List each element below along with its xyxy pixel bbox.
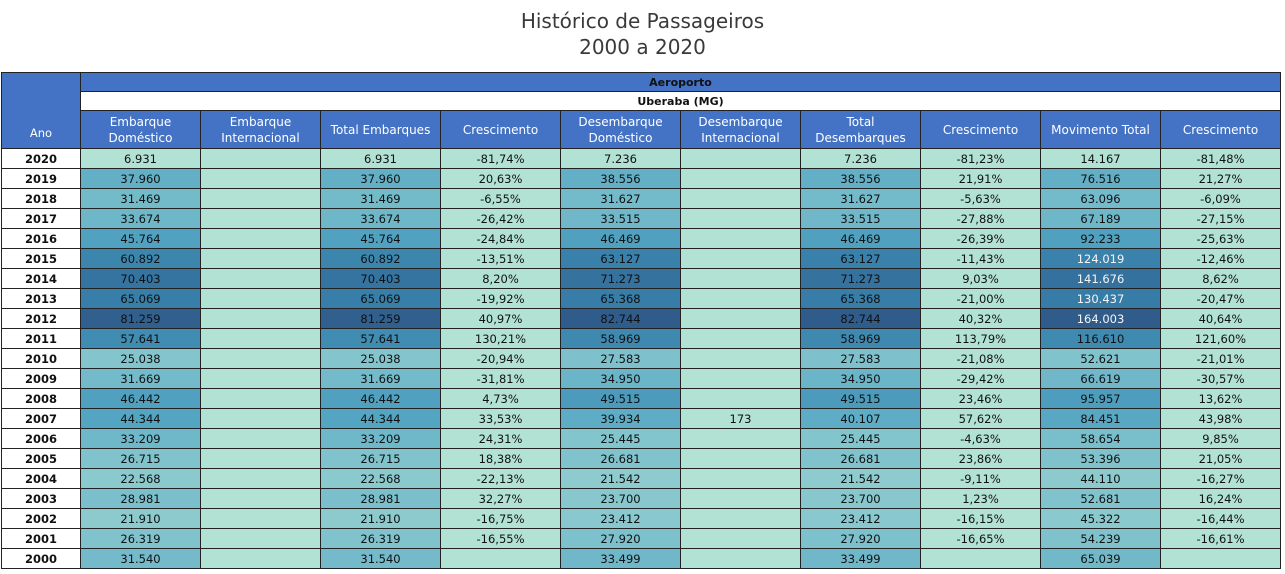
year-cell: 2009 xyxy=(2,369,81,389)
table-cell: 23.700 xyxy=(561,489,681,509)
year-cell: 2016 xyxy=(2,229,81,249)
table-cell: 31.540 xyxy=(81,549,201,569)
table-cell: -21,00% xyxy=(921,289,1041,309)
table-row xyxy=(2,269,1281,289)
header-ano: Ano xyxy=(2,73,81,149)
table-row xyxy=(2,349,1281,369)
table-cell: -26,39% xyxy=(921,229,1041,249)
table-row xyxy=(2,309,1281,329)
table-cell: -30,57% xyxy=(1161,369,1281,389)
table-cell: 31.540 xyxy=(321,549,441,569)
table-cell: 25.445 xyxy=(801,429,921,449)
table-cell xyxy=(201,409,321,429)
table-cell xyxy=(201,209,321,229)
column-header xyxy=(81,111,201,149)
table-cell: -29,42% xyxy=(921,369,1041,389)
table-row xyxy=(2,549,1281,569)
table-cell: 18,38% xyxy=(441,449,561,469)
table-cell: 43,98% xyxy=(1161,409,1281,429)
table-cell: -81,23% xyxy=(921,149,1041,169)
column-header xyxy=(441,111,561,149)
table-cell: 23,46% xyxy=(921,389,1041,409)
table-cell: -16,27% xyxy=(1161,469,1281,489)
year-cell: 2012 xyxy=(2,309,81,329)
table-cell: 46.442 xyxy=(321,389,441,409)
table-cell xyxy=(681,149,801,169)
table-cell: 58.654 xyxy=(1041,429,1161,449)
table-cell: 70.403 xyxy=(81,269,201,289)
table-cell: 58.969 xyxy=(801,329,921,349)
table-cell: 63.127 xyxy=(801,249,921,269)
table-cell xyxy=(681,389,801,409)
table-cell: 26.715 xyxy=(321,449,441,469)
table-row xyxy=(2,149,1281,169)
table-cell xyxy=(681,529,801,549)
column-header-line: Movimento Total xyxy=(1051,122,1150,137)
year-cell: 2002 xyxy=(2,509,81,529)
table-cell: 26.319 xyxy=(81,529,201,549)
table-cell xyxy=(681,249,801,269)
table-cell: 164.003 xyxy=(1041,309,1161,329)
table-cell: 40,64% xyxy=(1161,309,1281,329)
table-cell: -6,09% xyxy=(1161,189,1281,209)
table-cell: -21,01% xyxy=(1161,349,1281,369)
table-cell: 33,53% xyxy=(441,409,561,429)
table-cell: 23,86% xyxy=(921,449,1041,469)
table-row xyxy=(2,369,1281,389)
table-cell: 44.110 xyxy=(1041,469,1161,489)
year-cell: 2019 xyxy=(2,169,81,189)
table-cell xyxy=(201,149,321,169)
year-cell: 2015 xyxy=(2,249,81,269)
table-cell: 25.038 xyxy=(321,349,441,369)
table-cell: 70.403 xyxy=(321,269,441,289)
table-cell: 33.674 xyxy=(81,209,201,229)
year-cell: 2006 xyxy=(2,429,81,449)
year-cell: 2017 xyxy=(2,209,81,229)
table-cell: 57.641 xyxy=(321,329,441,349)
table-cell: 46.469 xyxy=(801,229,921,249)
table-cell: 4,73% xyxy=(441,389,561,409)
table-cell: 22.568 xyxy=(321,469,441,489)
column-header xyxy=(921,111,1041,149)
table-cell: 27.920 xyxy=(561,529,681,549)
table-cell xyxy=(681,229,801,249)
table-cell: 16,24% xyxy=(1161,489,1281,509)
column-header xyxy=(681,111,801,149)
table-cell: 31.469 xyxy=(81,189,201,209)
table-cell xyxy=(201,249,321,269)
table-cell: 22.568 xyxy=(81,469,201,489)
table-cell: -16,44% xyxy=(1161,509,1281,529)
table-cell: 65.368 xyxy=(801,289,921,309)
table-cell: 45.322 xyxy=(1041,509,1161,529)
table-cell: 25.445 xyxy=(561,429,681,449)
table-cell: 8,20% xyxy=(441,269,561,289)
column-header-line: Total Desembarques xyxy=(815,114,906,145)
column-header-line: Desembarque xyxy=(698,114,783,129)
header-airport-name: Uberaba (MG) xyxy=(81,92,1281,111)
table-cell xyxy=(1161,549,1281,569)
column-header xyxy=(1161,111,1281,149)
table-cell: 46.442 xyxy=(81,389,201,409)
table-row xyxy=(2,189,1281,209)
year-cell: 2018 xyxy=(2,189,81,209)
table-cell: 53.396 xyxy=(1041,449,1161,469)
table-row xyxy=(2,489,1281,509)
table-cell xyxy=(201,469,321,489)
table-cell: 33.499 xyxy=(561,549,681,569)
table-cell: 38.556 xyxy=(801,169,921,189)
table-cell: 46.469 xyxy=(561,229,681,249)
year-cell: 2004 xyxy=(2,469,81,489)
table-cell: 21.542 xyxy=(801,469,921,489)
table-cell: 21.910 xyxy=(321,509,441,529)
table-cell: 21,27% xyxy=(1161,169,1281,189)
column-header-line: Crescimento xyxy=(942,122,1019,137)
table-cell: -6,55% xyxy=(441,189,561,209)
column-header-line: Total Embarques xyxy=(330,122,431,137)
table-cell: 37.960 xyxy=(321,169,441,189)
table-row xyxy=(2,209,1281,229)
table-cell: 67.189 xyxy=(1041,209,1161,229)
table-cell xyxy=(681,349,801,369)
table-cell xyxy=(201,449,321,469)
table-row xyxy=(2,389,1281,409)
table-cell: 49.515 xyxy=(801,389,921,409)
table-cell: 27.583 xyxy=(561,349,681,369)
table-cell: 24,31% xyxy=(441,429,561,449)
table-cell: 20,63% xyxy=(441,169,561,189)
table-cell: 26.681 xyxy=(801,449,921,469)
table-cell: 7.236 xyxy=(561,149,681,169)
year-cell: 2008 xyxy=(2,389,81,409)
year-cell: 2020 xyxy=(2,149,81,169)
table-cell: 31.627 xyxy=(801,189,921,209)
table-cell: 58.969 xyxy=(561,329,681,349)
table-cell: -4,63% xyxy=(921,429,1041,449)
column-header xyxy=(801,111,921,149)
column-header-line: Crescimento xyxy=(1182,122,1259,137)
table-cell: 57.641 xyxy=(81,329,201,349)
table-cell: 26.715 xyxy=(81,449,201,469)
column-header-line: Internacional xyxy=(221,130,300,145)
table-cell: 14.167 xyxy=(1041,149,1161,169)
table-cell: 76.516 xyxy=(1041,169,1161,189)
table-cell xyxy=(201,289,321,309)
table-cell: 26.681 xyxy=(561,449,681,469)
table-cell: 23.412 xyxy=(561,509,681,529)
table-cell: 40.107 xyxy=(801,409,921,429)
table-cell xyxy=(681,449,801,469)
table-cell xyxy=(201,489,321,509)
table-row xyxy=(2,449,1281,469)
table-cell xyxy=(681,549,801,569)
table-cell xyxy=(681,269,801,289)
table-cell: 21,05% xyxy=(1161,449,1281,469)
table-cell: 44.344 xyxy=(321,409,441,429)
table-cell: -16,75% xyxy=(441,509,561,529)
table-cell: -81,48% xyxy=(1161,149,1281,169)
table-row xyxy=(2,409,1281,429)
table-cell: 82.744 xyxy=(561,309,681,329)
column-header xyxy=(321,111,441,149)
table-cell: 63.127 xyxy=(561,249,681,269)
year-cell: 2013 xyxy=(2,289,81,309)
column-header-line: Desembarque xyxy=(578,114,663,129)
year-cell: 2001 xyxy=(2,529,81,549)
table-cell: 33.209 xyxy=(321,429,441,449)
table-cell xyxy=(201,229,321,249)
table-row xyxy=(2,469,1281,489)
report-title xyxy=(0,0,1285,60)
table-cell: 21.910 xyxy=(81,509,201,529)
table-cell xyxy=(201,549,321,569)
table-cell: 31.669 xyxy=(321,369,441,389)
table-cell: 31.627 xyxy=(561,189,681,209)
table-cell: 54.239 xyxy=(1041,529,1161,549)
column-header xyxy=(201,111,321,149)
table-cell: -22,13% xyxy=(441,469,561,489)
table-row xyxy=(2,249,1281,269)
table-cell xyxy=(201,309,321,329)
table-cell: -16,65% xyxy=(921,529,1041,549)
table-cell: 38.556 xyxy=(561,169,681,189)
table-cell: -81,74% xyxy=(441,149,561,169)
table-cell: -12,46% xyxy=(1161,249,1281,269)
table-cell: 65.039 xyxy=(1041,549,1161,569)
table-cell: 173 xyxy=(681,409,801,429)
table-cell xyxy=(201,529,321,549)
table-cell: 23.412 xyxy=(801,509,921,529)
table-cell: 113,79% xyxy=(921,329,1041,349)
table-cell: 95.957 xyxy=(1041,389,1161,409)
table-cell: 124.019 xyxy=(1041,249,1161,269)
table-row xyxy=(2,329,1281,349)
table-cell: -11,43% xyxy=(921,249,1041,269)
table-cell: 40,97% xyxy=(441,309,561,329)
table-cell xyxy=(441,549,561,569)
table-cell: 52.621 xyxy=(1041,349,1161,369)
table-cell: 49.515 xyxy=(561,389,681,409)
table-cell: 23.700 xyxy=(801,489,921,509)
table-row xyxy=(2,429,1281,449)
table-cell: 13,62% xyxy=(1161,389,1281,409)
column-header-line: Crescimento xyxy=(462,122,539,137)
table-cell: 40,32% xyxy=(921,309,1041,329)
table-cell: 26.319 xyxy=(321,529,441,549)
table-cell: 28.981 xyxy=(81,489,201,509)
year-cell: 2014 xyxy=(2,269,81,289)
table-cell: -24,84% xyxy=(441,229,561,249)
table-cell: 34.950 xyxy=(801,369,921,389)
table-cell: 63.096 xyxy=(1041,189,1161,209)
table-cell xyxy=(201,189,321,209)
table-cell: 65.069 xyxy=(81,289,201,309)
table-cell: 34.950 xyxy=(561,369,681,389)
table-cell: 32,27% xyxy=(441,489,561,509)
column-header xyxy=(1041,111,1161,149)
table-cell: 121,60% xyxy=(1161,329,1281,349)
table-cell: 33.674 xyxy=(321,209,441,229)
table-cell: 21.542 xyxy=(561,469,681,489)
column-header xyxy=(561,111,681,149)
table-cell xyxy=(681,309,801,329)
table-cell: 57,62% xyxy=(921,409,1041,429)
year-cell: 2005 xyxy=(2,449,81,469)
table-cell xyxy=(681,289,801,309)
table-row xyxy=(2,169,1281,189)
column-header-line: Embarque xyxy=(109,114,172,129)
table-cell: -5,63% xyxy=(921,189,1041,209)
table-cell: 27.583 xyxy=(801,349,921,369)
table-cell: 7.236 xyxy=(801,149,921,169)
column-header-line: Internacional xyxy=(701,130,780,145)
table-row xyxy=(2,509,1281,529)
table-cell: 81.259 xyxy=(81,309,201,329)
year-cell: 2000 xyxy=(2,549,81,569)
table-cell: 116.610 xyxy=(1041,329,1161,349)
table-cell: -25,63% xyxy=(1161,229,1281,249)
table-cell: -16,55% xyxy=(441,529,561,549)
table-cell: 130,21% xyxy=(441,329,561,349)
table-cell: -21,08% xyxy=(921,349,1041,369)
table-cell xyxy=(201,369,321,389)
table-cell: 130.437 xyxy=(1041,289,1161,309)
table-cell: 8,62% xyxy=(1161,269,1281,289)
table-cell: 66.619 xyxy=(1041,369,1161,389)
table-cell: -13,51% xyxy=(441,249,561,269)
table-cell xyxy=(201,329,321,349)
table-cell: 44.344 xyxy=(81,409,201,429)
table-cell xyxy=(681,209,801,229)
column-header-line: Embarque xyxy=(229,114,292,129)
table-cell xyxy=(921,549,1041,569)
table-cell: -9,11% xyxy=(921,469,1041,489)
table-cell: 27.920 xyxy=(801,529,921,549)
table-cell: 31.469 xyxy=(321,189,441,209)
table-cell: -27,88% xyxy=(921,209,1041,229)
table-row xyxy=(2,229,1281,249)
table-cell: -27,15% xyxy=(1161,209,1281,229)
table-cell: -16,15% xyxy=(921,509,1041,529)
table-cell: 37.960 xyxy=(81,169,201,189)
table-cell: 52.681 xyxy=(1041,489,1161,509)
table-cell: -20,94% xyxy=(441,349,561,369)
table-cell: -19,92% xyxy=(441,289,561,309)
year-cell: 2003 xyxy=(2,489,81,509)
table-cell: 71.273 xyxy=(561,269,681,289)
table-cell: 6.931 xyxy=(81,149,201,169)
table-cell xyxy=(681,489,801,509)
title-line-1: Histórico de Passageiros xyxy=(520,9,765,33)
table-cell: 82.744 xyxy=(801,309,921,329)
table-cell xyxy=(681,509,801,529)
passenger-table xyxy=(1,72,1281,569)
table-cell: 31.669 xyxy=(81,369,201,389)
table-cell xyxy=(681,469,801,489)
table-cell: 141.676 xyxy=(1041,269,1161,289)
year-cell: 2007 xyxy=(2,409,81,429)
table-cell: 60.892 xyxy=(81,249,201,269)
table-cell xyxy=(681,189,801,209)
table-cell: 9,85% xyxy=(1161,429,1281,449)
table-cell: -31,81% xyxy=(441,369,561,389)
table-cell xyxy=(681,369,801,389)
table-cell: 21,91% xyxy=(921,169,1041,189)
table-cell: 81.259 xyxy=(321,309,441,329)
table-cell: 28.981 xyxy=(321,489,441,509)
table-cell: 39.934 xyxy=(561,409,681,429)
table-cell xyxy=(201,389,321,409)
table-cell: 84.451 xyxy=(1041,409,1161,429)
table-cell: 60.892 xyxy=(321,249,441,269)
year-cell: 2010 xyxy=(2,349,81,369)
table-cell: 45.764 xyxy=(321,229,441,249)
table-cell: 71.273 xyxy=(801,269,921,289)
table-cell xyxy=(201,269,321,289)
table-cell xyxy=(681,169,801,189)
title-line-2: 2000 a 2020 xyxy=(579,35,706,59)
table-cell: 92.233 xyxy=(1041,229,1161,249)
table-cell xyxy=(201,429,321,449)
table-cell: 25.038 xyxy=(81,349,201,369)
table-cell: 33.499 xyxy=(801,549,921,569)
table-cell xyxy=(201,509,321,529)
table-cell: 33.515 xyxy=(801,209,921,229)
table-cell: -16,61% xyxy=(1161,529,1281,549)
table-cell: -20,47% xyxy=(1161,289,1281,309)
table-cell xyxy=(681,329,801,349)
table-cell: 1,23% xyxy=(921,489,1041,509)
table-cell: 45.764 xyxy=(81,229,201,249)
table-cell xyxy=(201,169,321,189)
column-header-line: Doméstico xyxy=(108,130,173,145)
table-row xyxy=(2,289,1281,309)
table-cell: 33.209 xyxy=(81,429,201,449)
table-cell: 65.069 xyxy=(321,289,441,309)
table-cell: 9,03% xyxy=(921,269,1041,289)
column-header-line: Doméstico xyxy=(588,130,653,145)
year-cell: 2011 xyxy=(2,329,81,349)
table-row xyxy=(2,529,1281,549)
table-cell: -26,42% xyxy=(441,209,561,229)
table-cell: 6.931 xyxy=(321,149,441,169)
table-cell: 65.368 xyxy=(561,289,681,309)
table-cell xyxy=(681,429,801,449)
header-group-aeroporto: Aeroporto xyxy=(81,73,1281,92)
table-cell xyxy=(201,349,321,369)
table-cell: 33.515 xyxy=(561,209,681,229)
